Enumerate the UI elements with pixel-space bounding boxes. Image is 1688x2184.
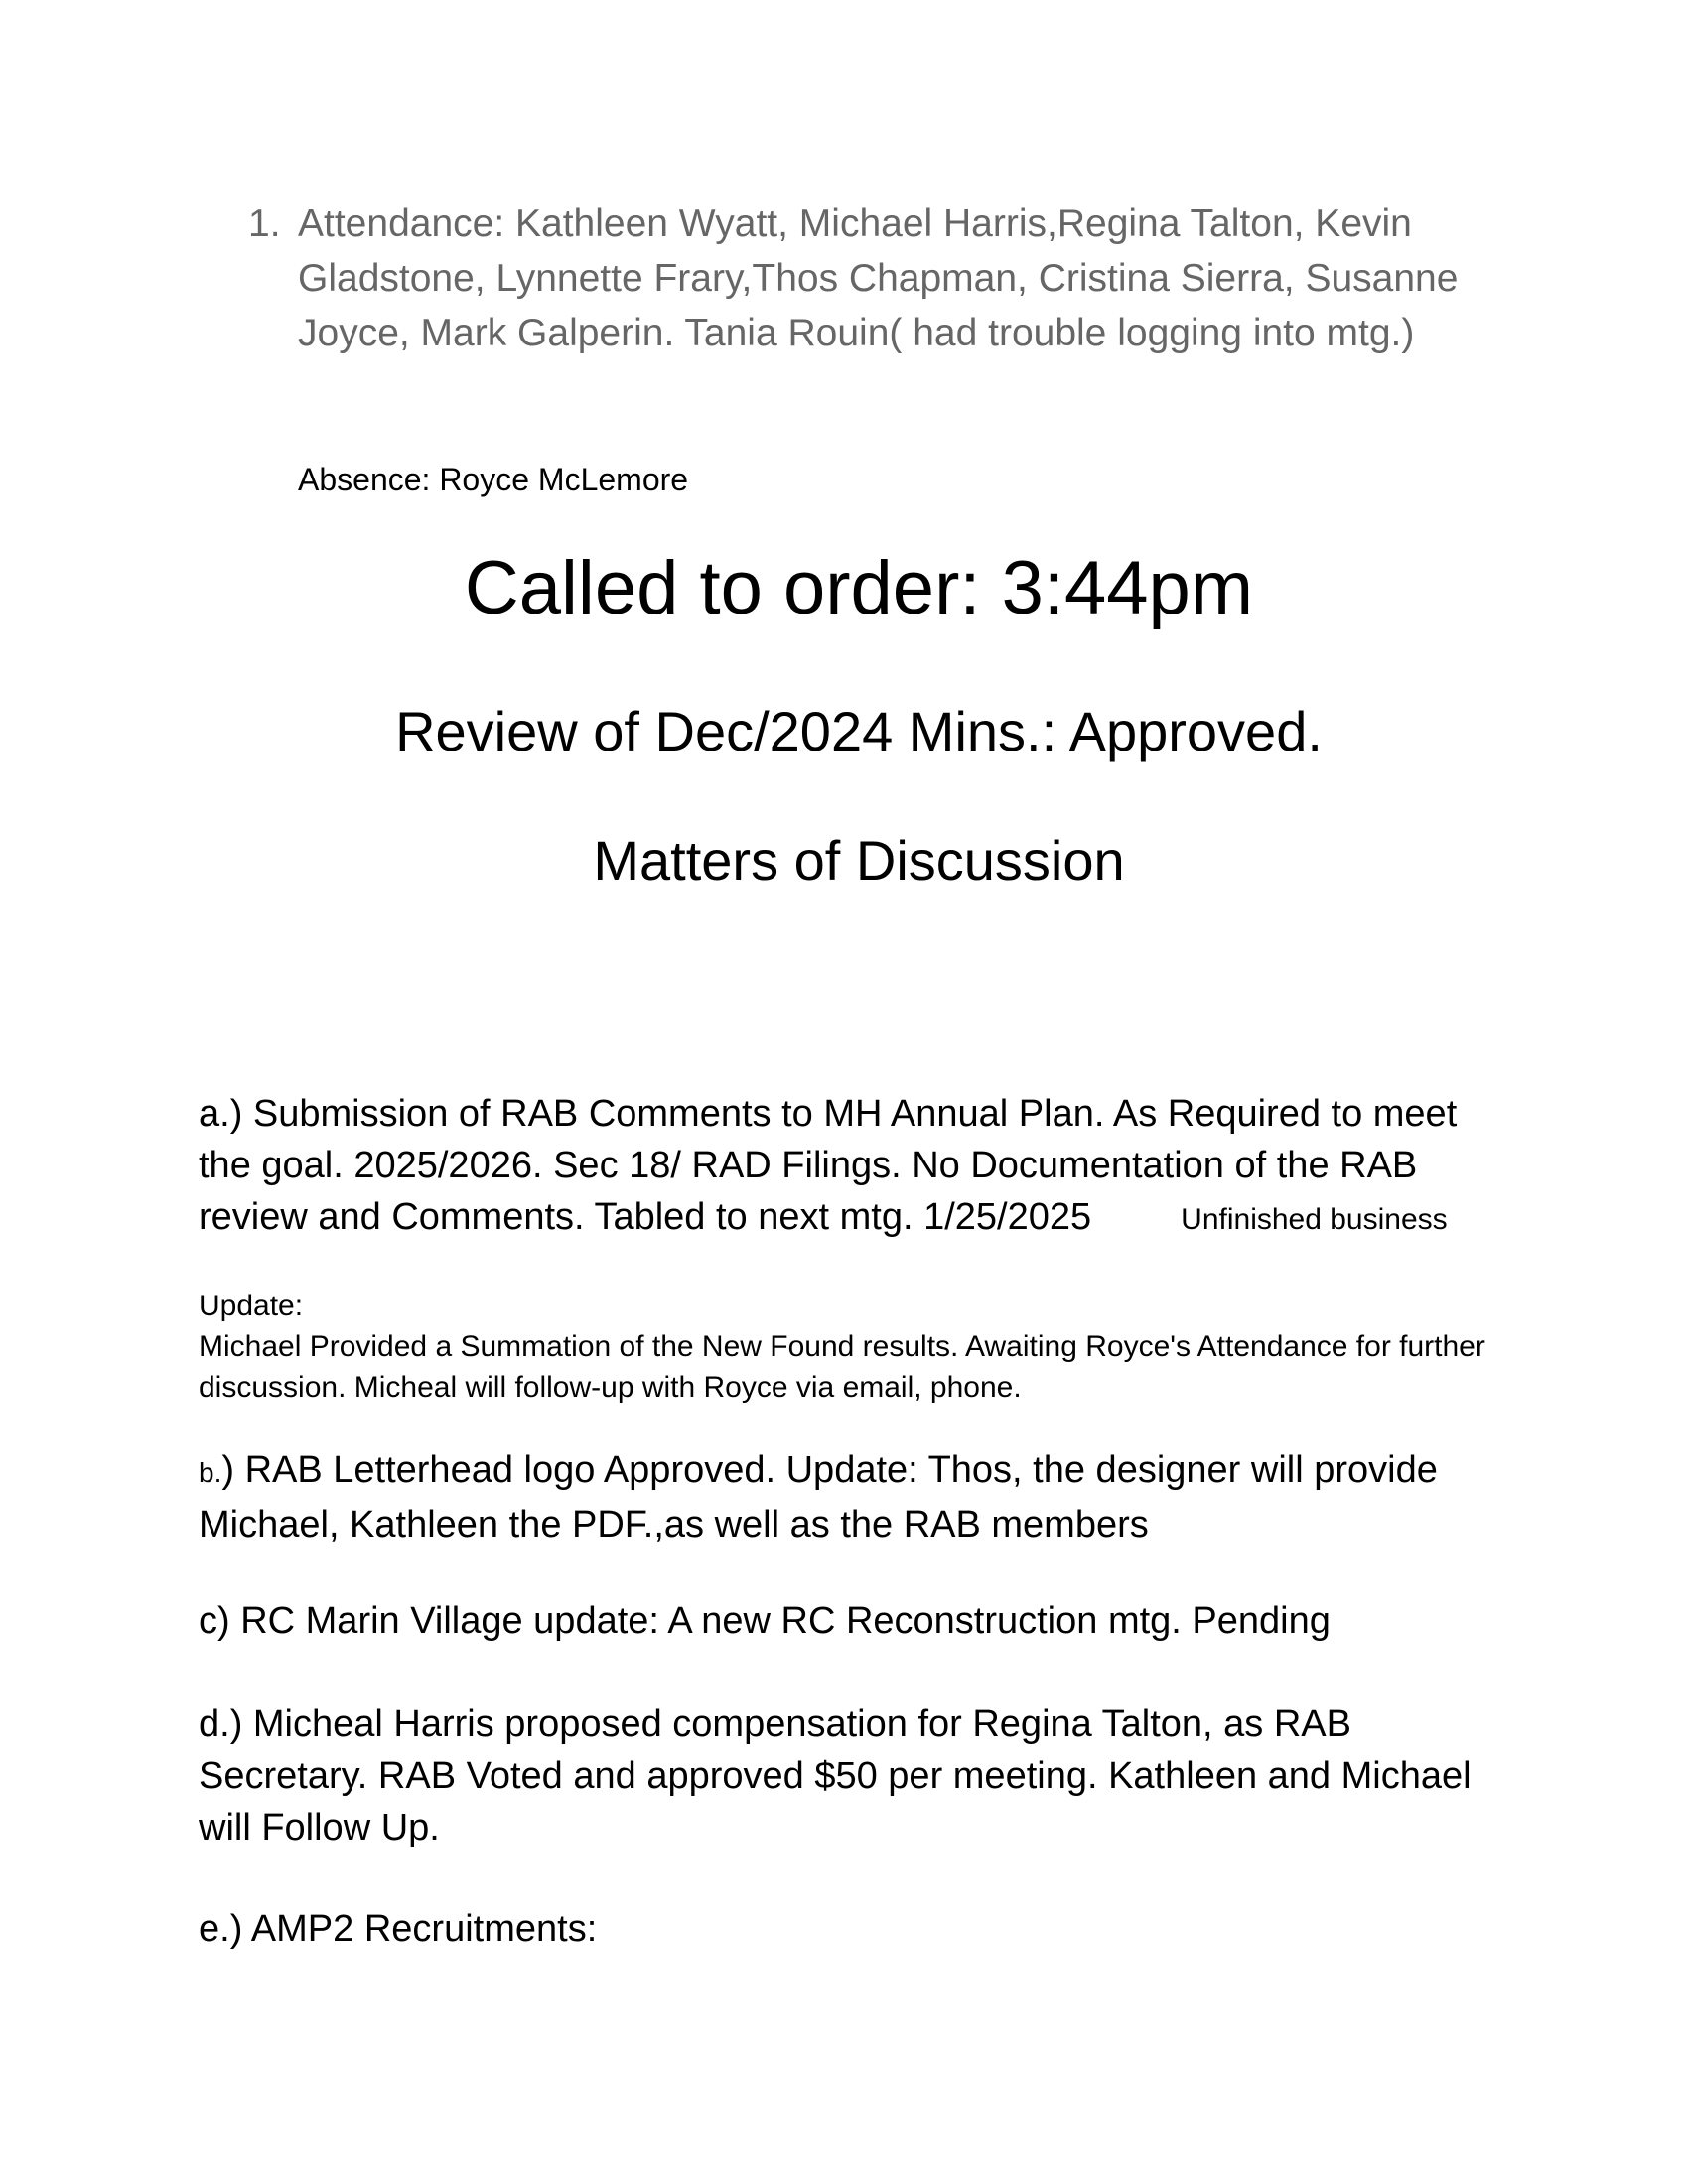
item-a-update: [199, 1286, 1489, 1408]
item-a-text: a.) Submission of RAB Comments to MH Annual Plan. As Required to meet the goal. 2025/2026. Sec 18/ RAD Filings. No Documentation of the RAB review and Comments. Tabled to next mtg. 1/25/2025: [199, 1093, 1458, 1238]
attendance-list-item: [248, 197, 1509, 360]
item-a-update-label: Update:: [199, 1290, 304, 1322]
matters-of-discussion-heading: Matters of Discussion: [593, 829, 1125, 891]
review-minutes-heading: Review of Dec/2024 Mins.: Approved.: [395, 700, 1323, 762]
discussion-item-c: c) RC Marin Village update: A new RC Reconstruction mtg. Pending: [199, 1600, 1331, 1642]
discussion-item-e: e.) AMP2 Recruitments:: [199, 1908, 598, 1950]
absence-text: Absence: Royce McLemore: [298, 462, 689, 497]
discussion-item-d: d.) Micheal Harris proposed compensation for Regina Talton, as RAB Secretary. RAB Voted and approved $50 per meeting. Kathleen and Michael will Follow Up.: [199, 1704, 1472, 1848]
attendance-text: Attendance: Kathleen Wyatt, Michael Harris,Regina Talton, Kevin Gladstone, Lynnette Frary,Thos Chapman, Cristina Sierra, Susanne Joyce, Mark Galperin. Tania Rouin( had trouble logging into mtg.): [298, 203, 1470, 354]
item-b-lead: b.: [199, 1457, 222, 1488]
item-a-status: Unfinished business: [1181, 1203, 1448, 1236]
discussion-item-b: [199, 1444, 1489, 1551]
item-a-update-text: Michael Provided a Summation of the New Found results. Awaiting Royce's Attendance for further discussion. Micheal will follow-up with Royce via email, phone.: [199, 1330, 1485, 1404]
list-number: 1.: [248, 203, 281, 245]
discussion-item-a: [199, 1088, 1489, 1243]
called-to-order-heading: Called to order: 3:44pm: [464, 546, 1254, 630]
item-b-text: ) RAB Letterhead logo Approved. Update: Thos, the designer will provide Michael, Kathleen the PDF.,as well as the RAB members: [199, 1449, 1438, 1546]
